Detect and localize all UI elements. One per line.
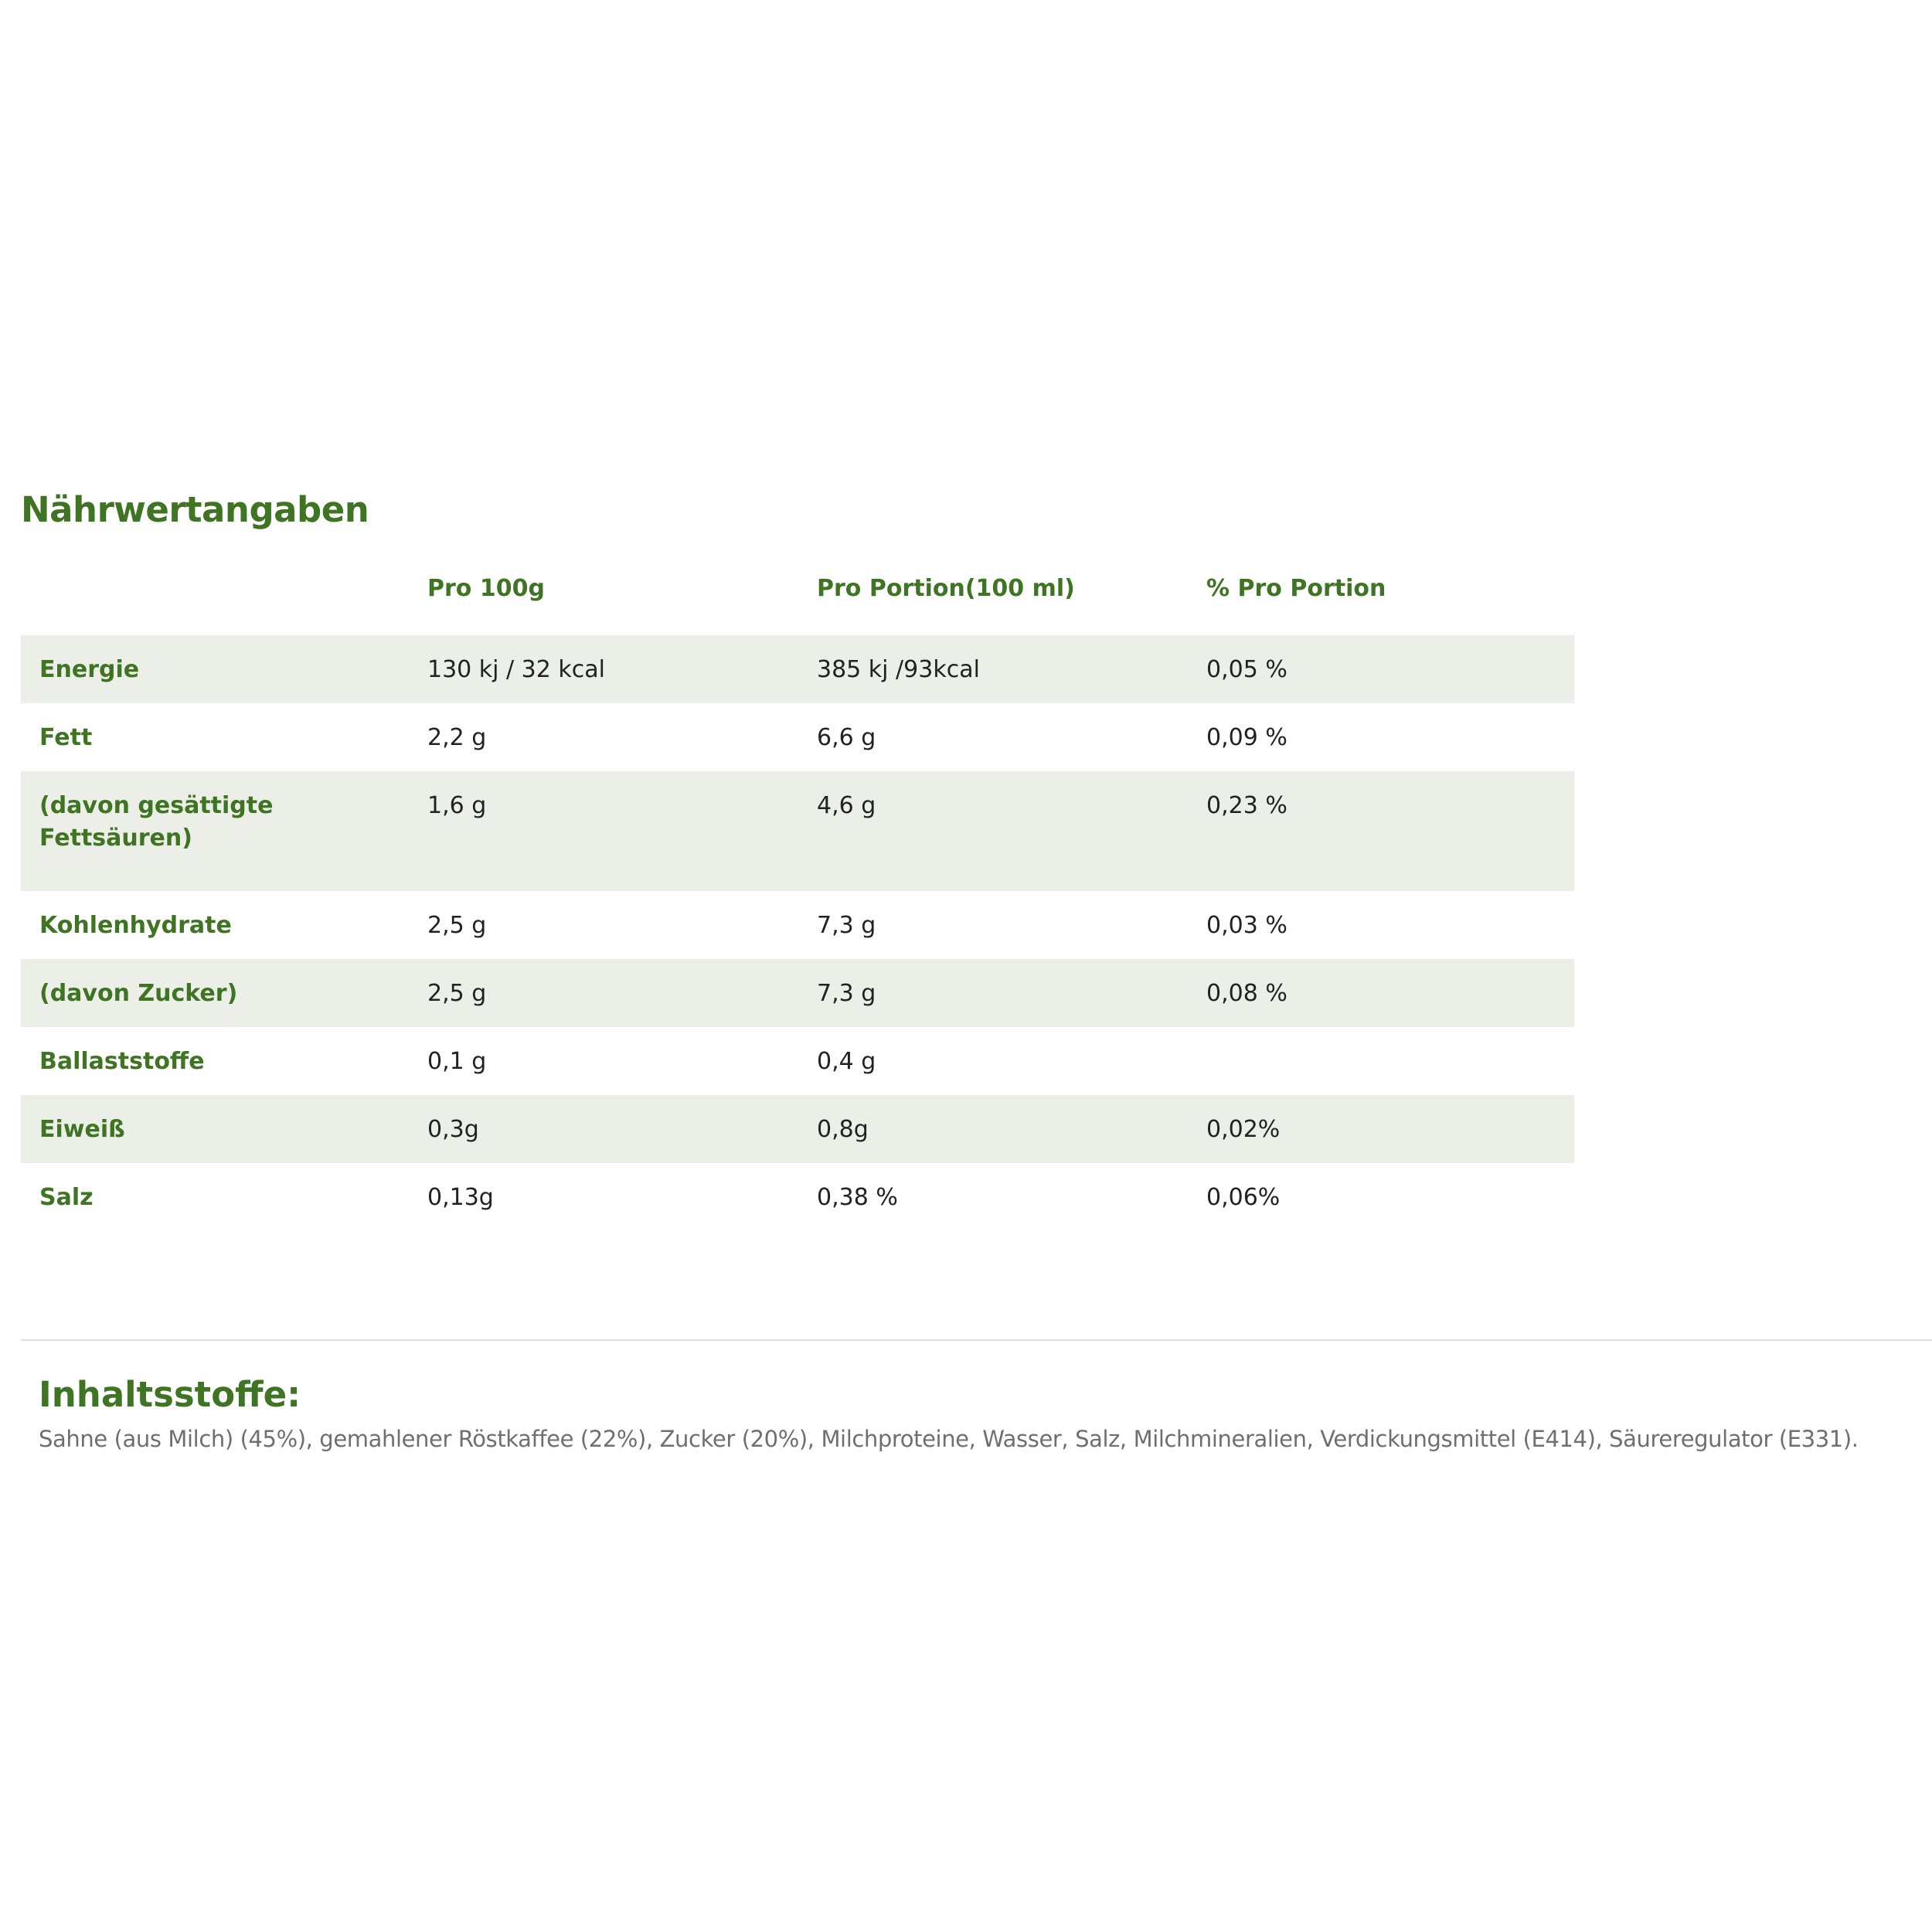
section-divider	[21, 1339, 1932, 1341]
nutrient-label: Ballaststoffe	[21, 1027, 409, 1095]
column-header-percent-portion: % Pro Portion	[1206, 574, 1386, 602]
table-header-row	[21, 541, 1574, 635]
ingredients-section	[39, 1372, 1924, 1455]
per-portion-value: 385 kj /93kcal	[798, 635, 1188, 703]
per-100g-value: 0,1 g	[409, 1027, 798, 1095]
per-100g-value: 2,5 g	[409, 891, 798, 959]
per-100g-value: 2,2 g	[409, 703, 798, 771]
per-portion-value: 7,3 g	[798, 959, 1188, 1027]
table-row-salz	[21, 1163, 1574, 1231]
percent-portion-value: 0,05 %	[1188, 635, 1574, 703]
per-100g-value: 0,3g	[409, 1095, 798, 1163]
table-row-fett	[21, 703, 1574, 771]
percent-portion-value: 0,06%	[1188, 1163, 1574, 1231]
nutrition-section	[21, 479, 1574, 1231]
column-header-per-portion: Pro Portion(100 ml)	[817, 574, 1075, 602]
per-100g-value: 1,6 g	[409, 771, 798, 891]
nutrient-label: Energie	[21, 635, 409, 703]
per-portion-value: 4,6 g	[798, 771, 1188, 891]
nutrient-label: (davon Zucker)	[21, 959, 409, 1027]
nutrient-label: Kohlenhydrate	[21, 891, 409, 959]
per-100g-value: 130 kj / 32 kcal	[409, 635, 798, 703]
percent-portion-value	[1188, 1027, 1574, 1095]
per-100g-value: 2,5 g	[409, 959, 798, 1027]
nutrient-label: Eiweiß	[21, 1095, 409, 1163]
per-portion-value: 0,4 g	[798, 1027, 1188, 1095]
table-row-ballaststoffe	[21, 1027, 1574, 1095]
ingredients-title: Inhaltsstoffe:	[39, 1374, 301, 1415]
percent-portion-value: 0,03 %	[1188, 891, 1574, 959]
percent-portion-value: 0,23 %	[1188, 771, 1574, 891]
percent-portion-value: 0,09 %	[1188, 703, 1574, 771]
nutrient-label: Salz	[21, 1163, 409, 1231]
table-row-eiweiss	[21, 1095, 1574, 1163]
column-header-per-100g: Pro 100g	[427, 574, 545, 602]
percent-portion-value: 0,08 %	[1188, 959, 1574, 1027]
per-portion-value: 0,8g	[798, 1095, 1188, 1163]
table-row-energie	[21, 635, 1574, 703]
column-header-nutrient	[21, 541, 409, 635]
per-portion-value: 0,38 %	[798, 1163, 1188, 1231]
per-portion-value: 7,3 g	[798, 891, 1188, 959]
nutrition-title: Nährwertangaben	[21, 489, 369, 530]
table-row-gesaettigte-fettsaeuren	[21, 771, 1574, 891]
nutrient-label: (davon gesättigte Fettsäuren)	[21, 771, 409, 891]
percent-portion-value: 0,02%	[1188, 1095, 1574, 1163]
per-100g-value: 0,13g	[409, 1163, 798, 1231]
nutrition-table	[21, 541, 1574, 1231]
table-row-zucker	[21, 959, 1574, 1027]
table-row-kohlenhydrate	[21, 891, 1574, 959]
ingredients-text: Sahne (aus Milch) (45%), gemahlener Röstkaffee (22%), Zucker (20%), Milchproteine, Wasser, Salz, Milchmineralien, Verdickungsmittel (E414), Säureregulator (E331).	[39, 1426, 1859, 1452]
per-portion-value: 6,6 g	[798, 703, 1188, 771]
nutrient-label: Fett	[21, 703, 409, 771]
